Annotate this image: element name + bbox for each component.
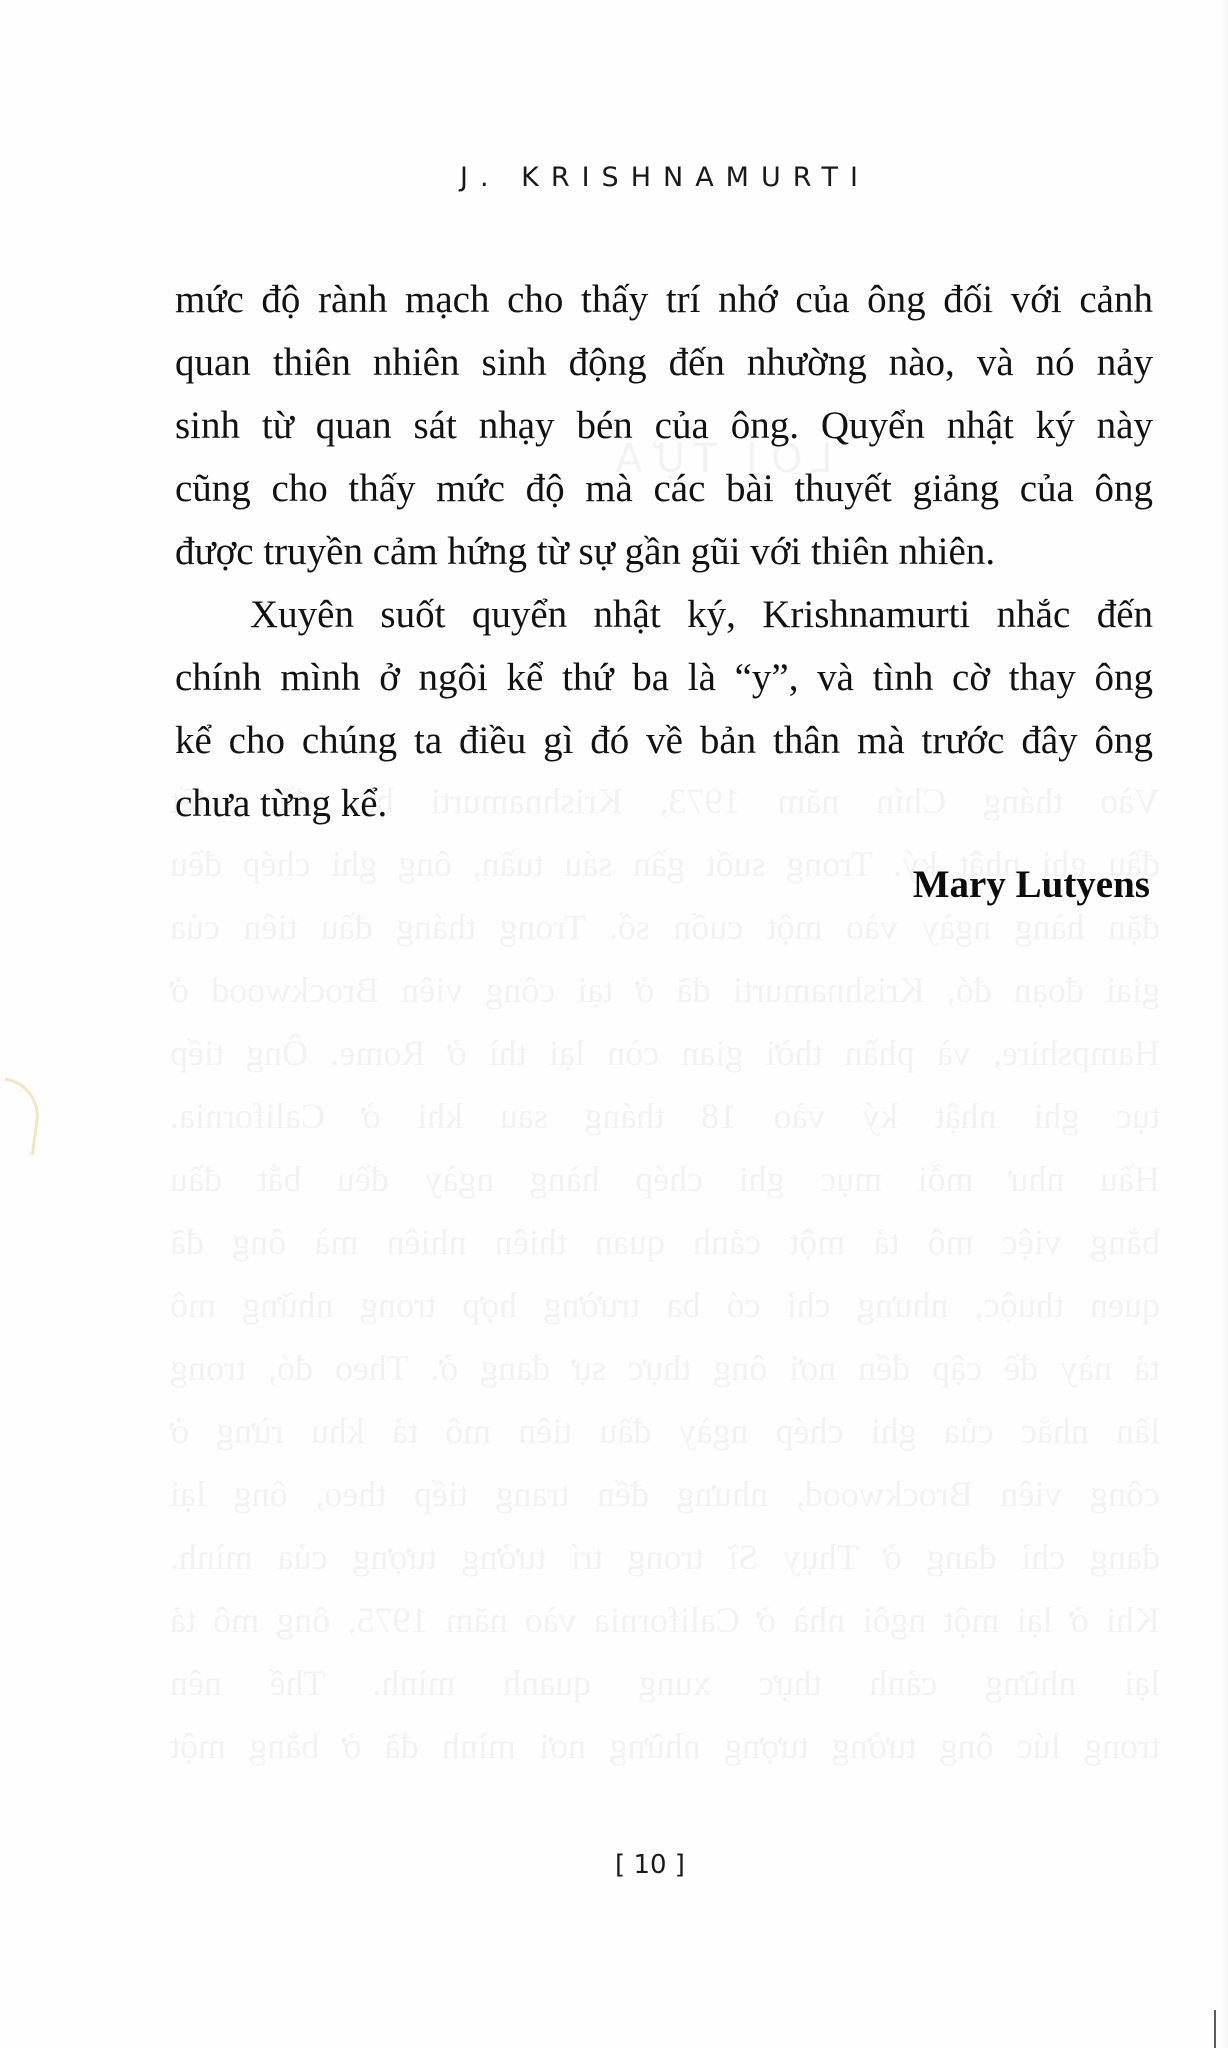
show-through-line: [170, 1652, 1160, 1715]
running-head: J. KRISHNAMURTI: [460, 162, 870, 193]
edge-stain: [0, 1078, 44, 1156]
show-through-line: [170, 1337, 1160, 1400]
text-line: chính mình ở ngôi kể thứ ba là “y”, và tình cờ thay ông: [175, 656, 1153, 699]
text-line: chưa từng kể.: [175, 782, 388, 825]
show-through-line: [170, 1211, 1160, 1274]
show-through-line: [170, 1589, 1160, 1652]
show-through-line: [170, 1463, 1160, 1526]
show-through-line: [170, 1148, 1160, 1211]
author-signature: Mary Lutyens: [912, 863, 1150, 906]
text-line: quan thiên nhiên sinh động đến nhường nào, và nó nảy: [175, 341, 1153, 384]
show-through-line: [170, 1400, 1160, 1463]
text-line: mức độ rành mạch cho thấy trí nhớ của ông đối với cảnh: [175, 278, 1153, 321]
page-edge-shade: [1220, 0, 1228, 2048]
page-number: [ 10 ]: [615, 1850, 685, 1880]
text-line: được truyền cảm hứng từ sự gần gũi với thiên nhiên.: [175, 530, 996, 573]
show-through-line: [170, 959, 1160, 1022]
show-through-line: [170, 1022, 1160, 1085]
show-through-line: [170, 1274, 1160, 1337]
text-line: cũng cho thấy mức độ mà các bài thuyết giảng của ông: [175, 467, 1153, 510]
body-text: [175, 268, 1153, 835]
show-through-line: [170, 1715, 1160, 1778]
text-line: Xuyên suốt quyển nhật ký, Krishnamurti nhắc đến: [250, 593, 1153, 636]
show-through-line: [170, 1526, 1160, 1589]
show-through-text: [170, 770, 1160, 1778]
text-line: kể cho chúng ta điều gì đó về bản thân mà trước đây ông: [175, 719, 1153, 762]
page-edge-mark: [1214, 2010, 1216, 2048]
text-line: sinh từ quan sát nhạy bén của ông. Quyển nhật ký này: [175, 404, 1153, 447]
show-through-line: [170, 1085, 1160, 1148]
